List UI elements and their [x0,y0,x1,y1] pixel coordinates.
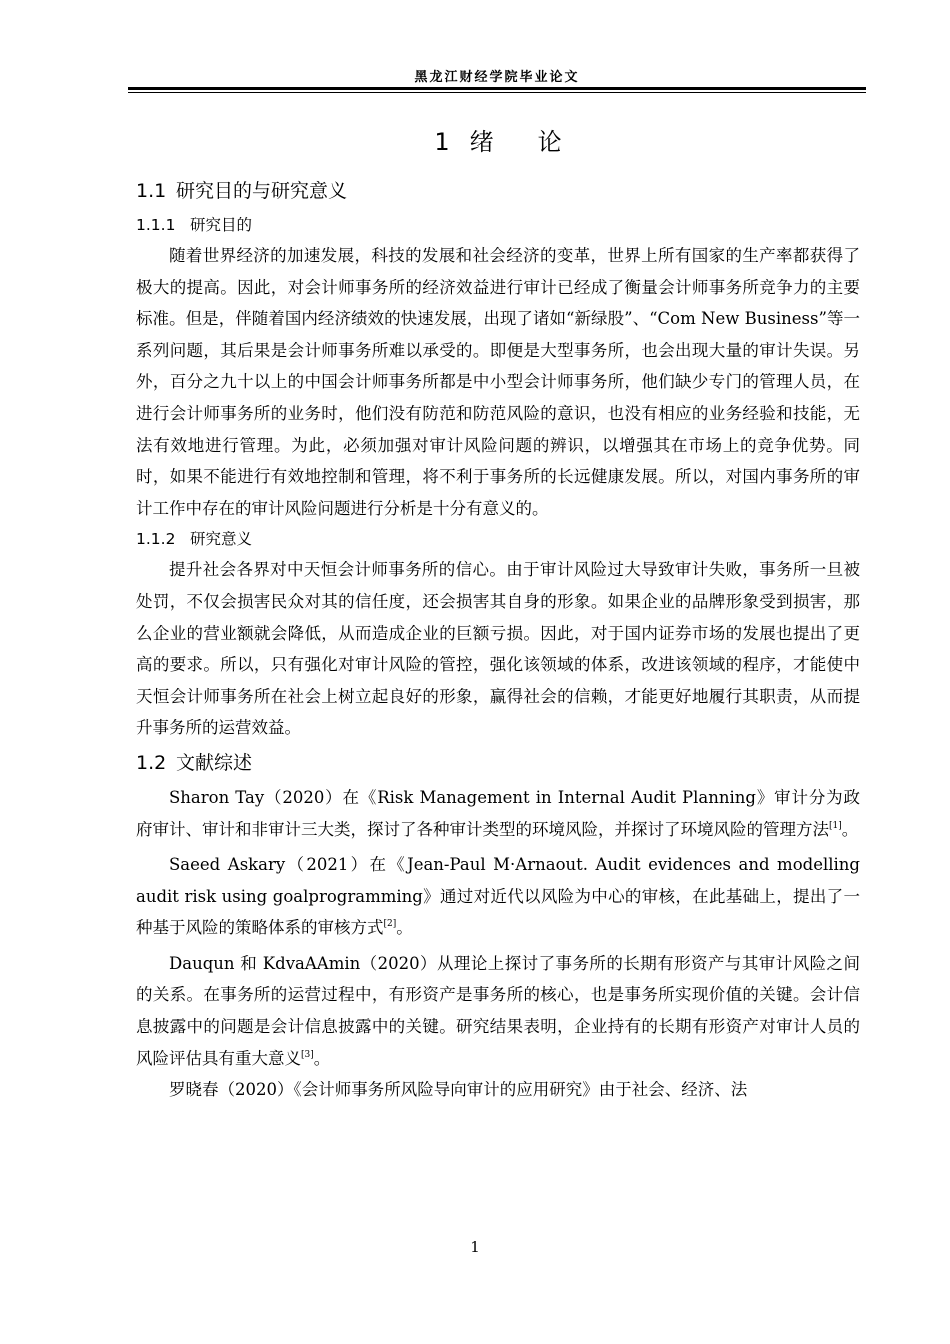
chapter-title-char-1: 绪 [469,128,494,156]
section-number: 1.2 [136,751,167,774]
running-header: 黑龙江财经学院毕业论文 [414,70,580,85]
paragraph-text: Saeed Askary（2021）在《Jean-Paul M·Arnaout. Audit evidences and modelling audit risk using goalprogramming》通过对近代以风险为中心的审核，在此基础上，提出了一种基于风险的策略体系的审核方式 [136,855,860,938]
header-rule-thin [128,92,866,93]
subsection-number: 1.1.1 [136,216,176,234]
chapter-title [136,118,860,166]
literature-paragraph-4: 罗晓春（2020）《会计师事务所风险导向审计的应用研究》由于社会、经济、法 [169,1080,748,1100]
subsection-heading-1-1-1 [136,210,860,240]
section-title: 研究目的与研究意义 [176,180,348,202]
paragraph-end: 。 [841,819,859,839]
citation-marker: [2] [383,919,397,930]
subsection-title: 研究目的 [190,216,253,234]
citation-marker: [1] [829,820,842,831]
paragraph-research-significance: 提升社会各界对中天恒会计师事务所的信心。由于审计风险过大导致审计失败，事务所一旦被处罚，不仅会损害民众对其的信任度，还会损害其自身的形象。如果企业的品牌形象受到损害，那么企业的营业额就会降低，从而造成企业的巨额亏损。因此，对于国内证券市场的发展也提出了更高的要求。所以，只有强化对审计风险的管控，强化该领域的体系，改进该领域的程序，才能使中天恒会计师事务所在社会上树立起良好的形象，赢得社会的信赖，才能更好地履行其职责，从而提升事务所的运营效益。 [136,560,860,738]
paragraph-research-purpose: 随着世界经济的加速发展，科技的发展和社会经济的变革，世界上所有国家的生产率都获得了极大的提高。因此，对会计师事务所的经济效益进行审计已经成了衡量会计师事务所竞争力的主要标准。但是，伴随着国内经济绩效的快速发展，出现了诸如“新绿股”、“Com New Business”等一系列问题，其后果是会计师事务所难以承受的。即便是大型事务所，也会出现大量的审计失误。另外，百分之九十以上的中国会计师事务所都是中小型会计师事务所，他们缺少专门的管理人员，在进行会计师事务所的业务时，他们没有防范和防范风险的意识，也没有相应的业务经验和技能，无法有效地进行管理。为此，必须加强对审计风险问题的辨识，以增强其在市场上的竞争优势。同时，如果不能进行有效地控制和管理，将不利于事务所的长远健康发展。所以，对国内事务所的审计工作中存在的审计风险问题进行分析是十分有意义的。 [136,246,860,518]
paragraph-end: 。 [396,918,413,938]
paragraph-text: Dauqun 和 KdvaAAmin（2020）从理论上探讨了事务所的长期有形资产与其审计风险之间的关系。在事务所的运营过程中，有形资产是事务所的核心，也是事务所实现价值的关键。会计信息披露中的问题是会计信息披露中的关键。研究结果表明，企业持有的长期有形资产对审计人员的风险评估具有重大意义 [136,953,860,1068]
section-number: 1.1 [136,180,167,202]
subsection-heading-1-1-2 [136,524,860,554]
citation-marker: [3] [301,1049,314,1060]
literature-paragraph-2 [136,849,860,944]
section-heading-1-2 [136,744,860,782]
header-rule-thick [128,87,866,90]
section-title: 文献综述 [176,751,253,774]
section-heading-1-1 [136,172,860,210]
literature-paragraph-1 [136,782,860,845]
literature-paragraph-3 [136,948,860,1074]
chapter-number: 1 [434,128,450,156]
paragraph-end: 。 [313,1048,331,1068]
subsection-number: 1.1.2 [136,530,176,549]
page-number: 1 [470,1238,480,1256]
subsection-title: 研究意义 [190,530,253,549]
body-content [136,118,860,1106]
paragraph-text: Sharon Tay（2020）在《Risk Management in Internal Audit Planning》审计分为政府审计、审计和非审计三大类，探讨了各种审计类型的环境风险，并探讨了环境风险的管理方法 [136,787,860,839]
chapter-title-char-2: 论 [537,128,562,156]
